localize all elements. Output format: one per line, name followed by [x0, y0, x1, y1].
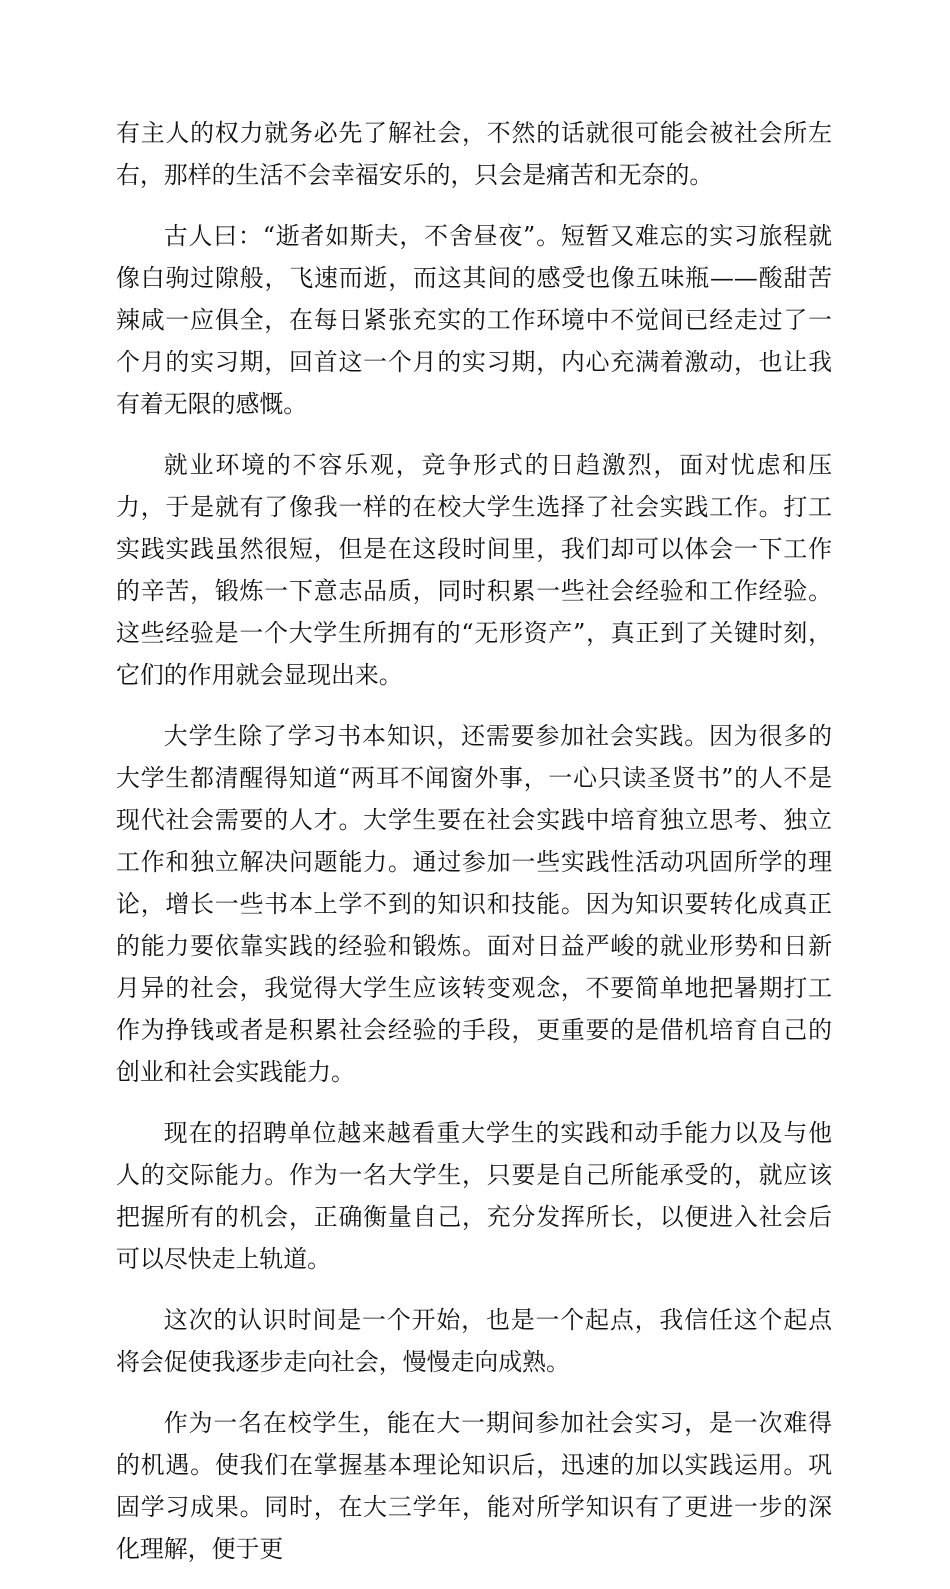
paragraph-6: 这次的认识时间是一个开始，也是一个起点，我信任这个起点将会促使我逐步走向社会，慢慢走向成熟。: [116, 1306, 832, 1376]
paragraph-5: 现在的招聘单位越来越看重大学生的实践和动手能力以及与他人的交际能力。作为一名大学生，只要是自己所能承受的，就应该把握所有的机会，正确衡量自己，充分发挥所长，以便进入社会后可以尽快走上轨道。: [116, 1119, 832, 1273]
paragraph-7: 作为一名在校学生，能在大一期间参加社会实习，是一次难得的机遇。使我们在掌握基本理论知识后，迅速的加以实践运用。巩固学习成果。同时，在大三学年，能对所学知识有了更进一步的深化理解，便于更: [116, 1409, 832, 1563]
paragraph-4: 大学生除了学习书本知识，还需要参加社会实践。因为很多的大学生都清醒得知道“两耳不闻窗外事，一心只读圣贤书”的人不是现代社会需要的人才。大学生要在社会实践中培育独立思考、独立工作和独立解决问题能力。通过参加一些实践性活动巩固所学的理论，增长一些书本上学不到的知识和技能。因为知识要转化成真正的能力要依靠实践的经验和锻炼。面对日益严峻的就业形势和日新月异的社会，我觉得大学生应该转变观念，不要简单地把暑期打工作为挣钱或者是积累社会经验的手段，更重要的是借机培育自己的创业和社会实践能力。: [116, 722, 832, 1086]
paragraph-1: 有主人的权力就务必先了解社会，不然的话就很可能会被社会所左右，那样的生活不会幸福安乐的，只会是痛苦和无奈的。: [116, 119, 832, 189]
document-body: [116, 112, 832, 1589]
paragraph-2: 古人曰：“逝者如斯夫，不舍昼夜”。短暂又难忘的实习旅程就像白驹过隙般，飞速而逝，而这其间的感受也像五味瓶——酸甜苦辣咸一应俱全，在每日紧张充实的工作环境中不觉间已经走过了一个月的实习期，回首这一个月的实习期，内心充满着激动，也让我有着无限的感慨。: [116, 222, 832, 418]
paragraph-3: 就业环境的不容乐观，竞争形式的日趋激烈，面对忧虑和压力，于是就有了像我一样的在校大学生选择了社会实践工作。打工实践实践虽然很短，但是在这段时间里，我们却可以体会一下工作的辛苦，锻炼一下意志品质，同时积累一些社会经验和工作经验。这些经验是一个大学生所拥有的“无形资产”，真正到了关键时刻，它们的作用就会显现出来。: [116, 451, 832, 689]
